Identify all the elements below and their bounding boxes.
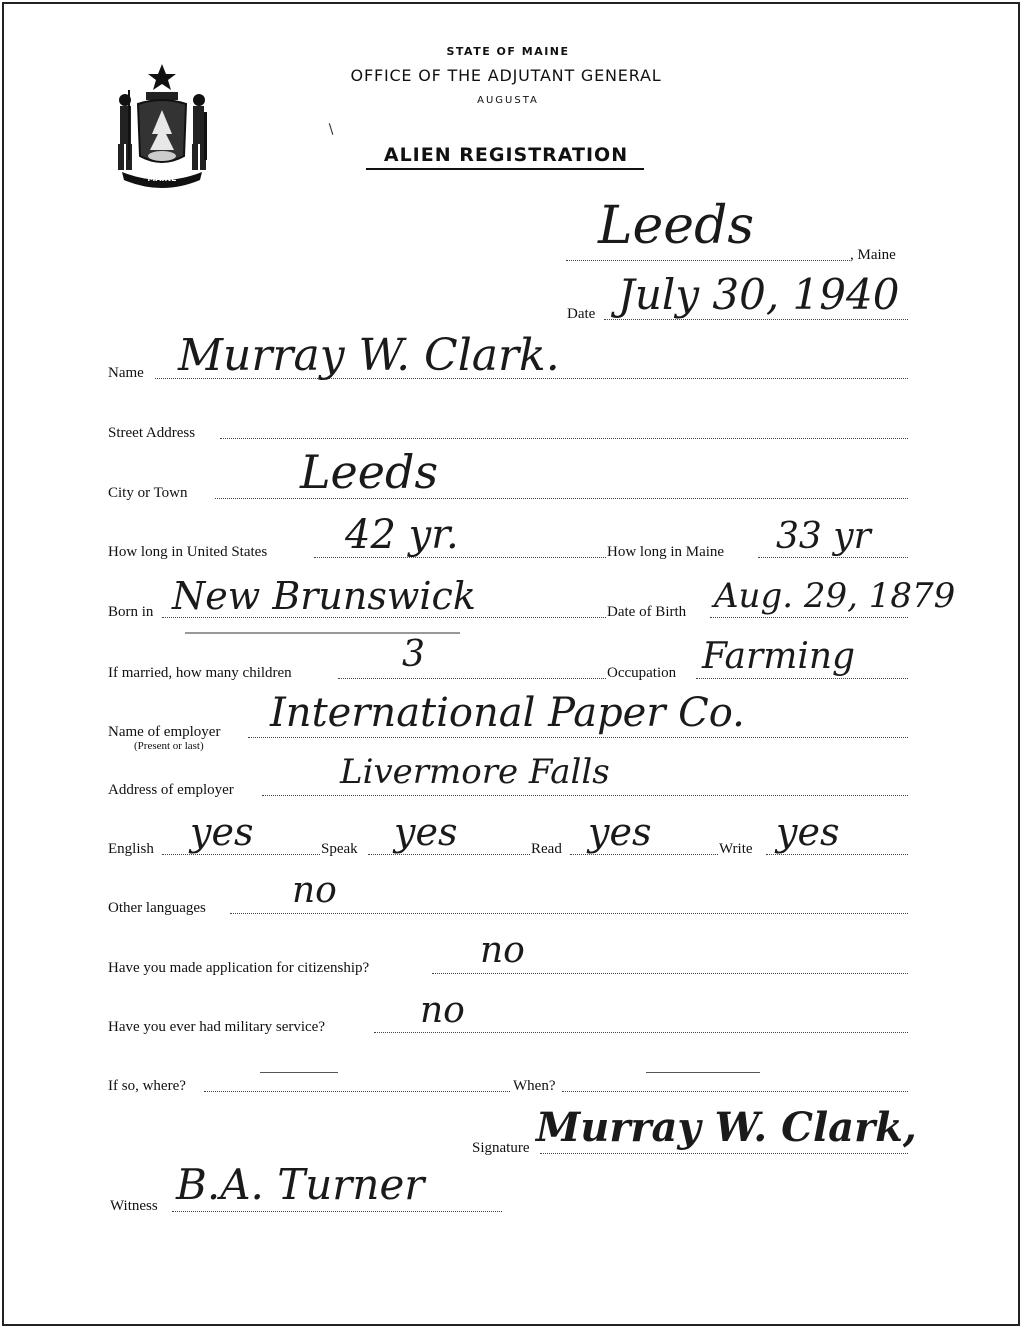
name-value[interactable]: Murray W. Clark. (178, 330, 560, 381)
state-heading: STATE OF MAINE (446, 45, 570, 58)
employer-line (248, 737, 908, 738)
other-languages-line (230, 913, 908, 914)
english-value[interactable]: yes (190, 810, 254, 854)
when-line (562, 1091, 908, 1092)
english-line (162, 854, 320, 855)
date-of-birth-value[interactable]: Aug. 29, 1879 (714, 576, 956, 616)
name-label: Name (108, 365, 144, 381)
city-town-value[interactable]: Leeds (300, 445, 439, 499)
signature-value[interactable]: Murray W. Clark, (536, 1104, 917, 1151)
years-us-value[interactable]: 42 yr. (345, 512, 459, 558)
when-label: When? (513, 1078, 556, 1094)
date-of-birth-label: Date of Birth (607, 604, 687, 620)
years-maine-label: How long in Maine (607, 544, 725, 560)
children-value[interactable]: 3 (402, 634, 425, 675)
stray-mark: ∖ (326, 122, 335, 138)
citizenship-value[interactable]: no (480, 930, 525, 971)
speak-line (368, 854, 530, 855)
street-address-line (220, 438, 908, 439)
date-of-birth-line (710, 617, 908, 618)
form-title: ALIEN REGISTRATION (383, 144, 629, 166)
years-maine-value[interactable]: 33 yr (776, 516, 871, 557)
employer-value[interactable]: International Paper Co. (270, 690, 745, 736)
location-suffix: , Maine (850, 247, 896, 263)
date-label: Date (567, 306, 596, 322)
city-town-label: City or Town (108, 485, 188, 501)
occupation-value[interactable]: Farming (702, 636, 856, 677)
employer-address-line (262, 795, 908, 796)
children-line (338, 678, 606, 679)
where-dash (260, 1072, 338, 1073)
signature-line (540, 1153, 908, 1154)
speak-value[interactable]: yes (394, 810, 458, 854)
write-label: Write (719, 841, 753, 857)
date-value[interactable]: July 30, 1940 (618, 270, 900, 319)
citizenship-label: Have you made application for citizenship? (108, 960, 370, 976)
military-label: Have you ever had military service? (108, 1019, 325, 1035)
born-in-value[interactable]: New Brunswick (172, 574, 476, 618)
speak-label: Speak (321, 841, 358, 857)
employer-sublabel: (Present or last) (134, 740, 204, 752)
when-dash (646, 1072, 760, 1073)
employer-label: Name of employer (108, 724, 221, 740)
citizenship-line (432, 973, 908, 974)
city-heading: AUGUSTA (477, 95, 539, 106)
date-line (604, 319, 908, 320)
employer-address-value[interactable]: Livermore Falls (340, 752, 610, 792)
write-line (766, 854, 908, 855)
location-value[interactable]: Leeds (598, 196, 755, 256)
read-line (570, 854, 718, 855)
military-value[interactable]: no (420, 990, 465, 1031)
other-languages-label: Other languages (108, 900, 206, 916)
years-maine-line (758, 557, 908, 558)
read-value[interactable]: yes (588, 810, 652, 854)
witness-value[interactable]: B.A. Turner (176, 1160, 425, 1209)
occupation-label: Occupation (607, 665, 677, 681)
born-in-label: Born in (108, 604, 154, 620)
children-label: If married, how many children (108, 665, 292, 681)
occupation-line (696, 678, 908, 679)
office-heading: OFFICE OF THE ADJUTANT GENERAL (350, 66, 662, 85)
signature-label: Signature (472, 1140, 530, 1156)
street-address-label: Street Address (108, 425, 196, 441)
witness-label: Witness (110, 1198, 158, 1214)
location-line (566, 260, 850, 261)
other-languages-value[interactable]: no (292, 870, 337, 911)
read-label: Read (531, 841, 562, 857)
witness-line (172, 1211, 502, 1212)
where-line (204, 1091, 510, 1092)
seal-text: MAINE (147, 174, 177, 183)
title-underline (366, 168, 644, 170)
military-line (374, 1032, 908, 1033)
where-label: If so, where? (108, 1078, 186, 1094)
write-value[interactable]: yes (776, 810, 840, 854)
english-label: English (108, 841, 154, 857)
employer-address-label: Address of employer (108, 782, 234, 798)
years-us-label: How long in United States (108, 544, 268, 560)
